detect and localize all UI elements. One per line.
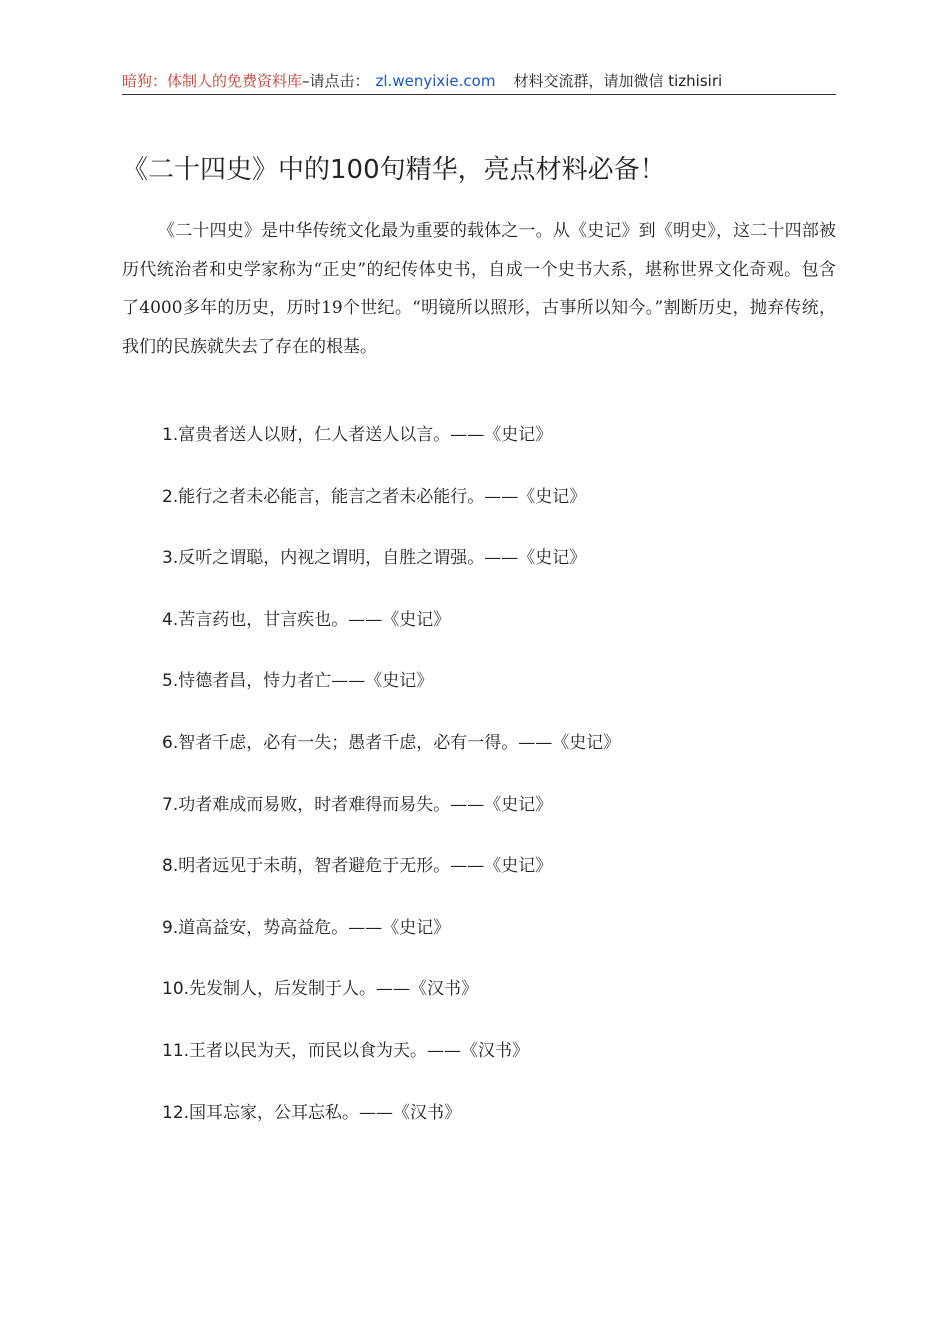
quote-number: 12.	[162, 1102, 190, 1123]
quote-text: 能行之者未必能言，能言之者未必能行。——《史记》	[178, 486, 587, 507]
header-link[interactable]: zl.wenyixie.com	[375, 72, 496, 90]
quote-item	[162, 909, 836, 971]
quote-item	[162, 1032, 836, 1094]
quote-item	[162, 847, 836, 909]
quote-number: 7.	[162, 794, 179, 815]
quote-text: 道高益安，势高益危。——《史记》	[178, 917, 451, 938]
quote-number: 5.	[162, 671, 179, 692]
quote-item	[162, 970, 836, 1032]
quote-item	[162, 539, 836, 601]
quote-number: 4.	[162, 609, 179, 630]
quote-text: 智者千虑，必有一失；愚者千虑，必有一得。——《史记》	[178, 732, 621, 753]
quote-number: 11.	[162, 1040, 190, 1061]
header-prompt: –请点击：	[302, 72, 370, 90]
quote-number: 1.	[162, 425, 179, 445]
quote-number: 3.	[162, 548, 179, 569]
quote-item	[162, 478, 836, 540]
quote-text: 反听之谓聪，内视之谓明，自胜之谓强。——《史记》	[178, 548, 587, 569]
quote-number: 9.	[162, 917, 179, 938]
quote-text: 恃德者昌，恃力者亡——《史记》	[178, 671, 434, 692]
quote-item	[162, 1094, 836, 1156]
quote-item	[162, 416, 836, 478]
header-brand: 暗狗：体制人的免费资料库	[122, 72, 303, 90]
quote-list	[162, 416, 836, 1155]
quote-item	[162, 662, 836, 724]
quote-text: 王者以民为天，而民以食为天。——《汉书》	[189, 1040, 530, 1061]
quote-item	[162, 786, 836, 848]
header-group-note: 材料交流群，请加微信 tizhisiri	[513, 72, 723, 90]
quote-text: 明者远见于未萌，智者避危于无形。——《史记》	[178, 856, 553, 877]
quote-item	[162, 601, 836, 663]
quote-number: 10.	[162, 979, 190, 1000]
page-title: 《二十四史》中的100句精华，亮点材料必备！	[122, 155, 666, 185]
quote-text: 先发制人，后发制于人。——《汉书》	[189, 979, 479, 1000]
quote-text: 苦言药也，甘言疾也。——《史记》	[178, 609, 451, 630]
page-header	[122, 68, 836, 95]
quote-text: 功者难成而易败，时者难得而易失。——《史记》	[178, 794, 553, 815]
quote-text: 国耳忘家，公耳忘私。——《汉书》	[189, 1102, 462, 1123]
quote-item	[162, 724, 836, 786]
quote-number: 6.	[162, 732, 179, 753]
quote-number: 8.	[162, 856, 179, 877]
intro-paragraph: 《二十四史》是中华传统文化最为重要的载体之一。从《史记》到《明史》，这二十四部被历代统治者和史学家称为“正史”的纪传体史书，自成一个史书大系，堪称世界文化奇观。包含了4000多年的历史，历时19个世纪。“明镜所以照形，古事所以知今。”割断历史，抛弃传统，我们的民族就失去了存在的根基。	[122, 221, 836, 357]
quote-number: 2.	[162, 486, 179, 507]
quote-text: 富贵者送人以财，仁人者送人以言。——《史记》	[178, 425, 553, 445]
